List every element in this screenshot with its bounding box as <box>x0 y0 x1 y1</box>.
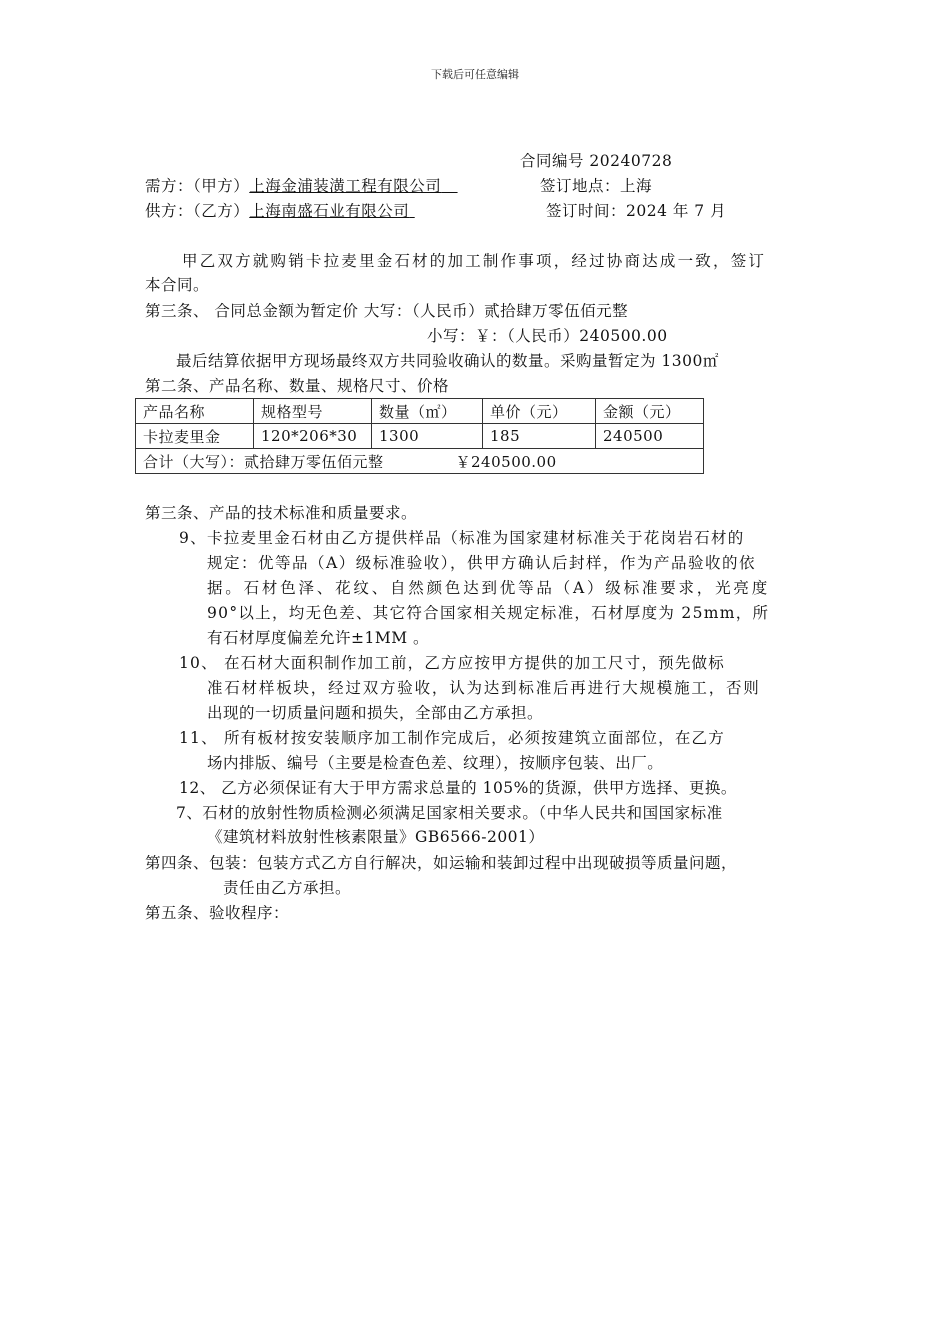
total-label: 合计（大写）：贰拾肆万零伍佰元整 <box>143 452 384 471</box>
buyer-line <box>145 175 458 197</box>
item-7-line: 7、石材的放射性物质检测必须满足国家相关要求。（中华人民共和国国家标准 <box>176 804 723 822</box>
table-header-row <box>136 399 704 424</box>
item-10-line: 出现的一切质量问题和损失，全部由乙方承担。 <box>207 704 544 722</box>
article-5-title: 第五条、验收程序： <box>145 904 290 922</box>
sign-time: 签订时间：2024 年 7 月 <box>546 202 727 220</box>
item-9-line: 9、卡拉麦里金石材由乙方提供样品（标准为国家建材标准关于花岗岩石材的 <box>179 529 745 547</box>
table-total-row <box>136 449 704 474</box>
item-11-line: 场内排版、编号（主要是检查色差、纹理），按顺序包装、出厂。 <box>207 754 664 772</box>
table-cell: 1300 <box>372 424 483 449</box>
intro-line-2: 本合同。 <box>145 276 210 294</box>
header-note: 下载后可任意编辑 <box>431 68 519 81</box>
buyer-label: 需方：（甲方） <box>145 177 250 195</box>
settlement-note: 最后结算依据甲方现场最终双方共同验收确认的数量。采购量暂定为 1300㎡ <box>176 352 719 370</box>
table-header-cell: 金额（元） <box>596 399 704 424</box>
table-header-cell: 产品名称 <box>136 399 254 424</box>
item-9-line: 规定：优等品（A）级标准验收），供甲方确认后封样，作为产品验收的依 <box>207 554 756 572</box>
total-value: ￥240500.00 <box>455 452 557 471</box>
item-7-line: 《建筑材料放射性核素限量》GB6566-2001） <box>207 828 545 846</box>
table-header-cell: 单价（元） <box>483 399 596 424</box>
item-9-line: 有石材厚度偏差允许±1MM 。 <box>207 629 430 647</box>
item-9-line: 据。石材色泽、花纹、自然颜色达到优等品（A）级标准要求，光亮度 <box>207 579 770 597</box>
buyer-name: 上海金浦装潢工程有限公司 <box>249 177 442 195</box>
item-12: 12、 乙方必须保证有大于甲方需求总量的 105%的货源，供甲方选择、更换。 <box>179 779 737 797</box>
table-header-cell: 数量（㎡） <box>372 399 483 424</box>
seller-label: 供方：（乙方） <box>145 202 250 220</box>
seller-name: 上海南盛石业有限公司 <box>249 202 410 220</box>
table-cell: 120*206*30 <box>254 424 372 449</box>
article-4-line: 责任由乙方承担。 <box>223 879 352 897</box>
table-total-cell <box>136 449 704 474</box>
table-cell: 185 <box>483 424 596 449</box>
article-2-title: 第二条、产品名称、数量、规格尺寸、价格 <box>145 377 450 395</box>
table-cell: 240500 <box>596 424 704 449</box>
item-11-line: 11、 所有板材按安装顺序加工制作完成后，必须按建筑立面部位，在乙方 <box>179 729 725 747</box>
table-header-cell: 规格型号 <box>254 399 372 424</box>
table-cell: 卡拉麦里金 <box>136 424 254 449</box>
article-3-title: 第三条、产品的技术标准和质量要求。 <box>145 504 418 522</box>
article-4-line: 第四条、包装：包装方式乙方自行解决，如运输和装卸过程中出现破损等质量问题， <box>145 854 738 872</box>
item-10-line: 准石材样板块，经过双方验收，认为达到标准后再进行大规模施工，否则 <box>207 679 761 697</box>
product-table <box>135 398 704 474</box>
total-amount-lower: 小写：￥：（人民币）240500.00 <box>427 327 668 345</box>
intro-line-1: 甲乙双方就购销卡拉麦里金石材的加工制作事项，经过协商达成一致，签订 <box>182 252 767 270</box>
item-10-line: 10、 在石材大面积制作加工前，乙方应按甲方提供的加工尺寸，预先做标 <box>179 654 725 672</box>
seller-line <box>145 200 415 222</box>
total-amount-upper: 第三条、 合同总金额为暂定价 大写：（人民币）贰拾肆万零伍佰元整 <box>145 302 629 320</box>
table-row <box>136 424 704 449</box>
item-9-line: 90°以上，均无色差、其它符合国家相关规定标准，石材厚度为 25mm，所 <box>207 604 770 622</box>
sign-place: 签订地点：上海 <box>540 177 653 195</box>
contract-number: 合同编号 20240728 <box>520 152 673 170</box>
